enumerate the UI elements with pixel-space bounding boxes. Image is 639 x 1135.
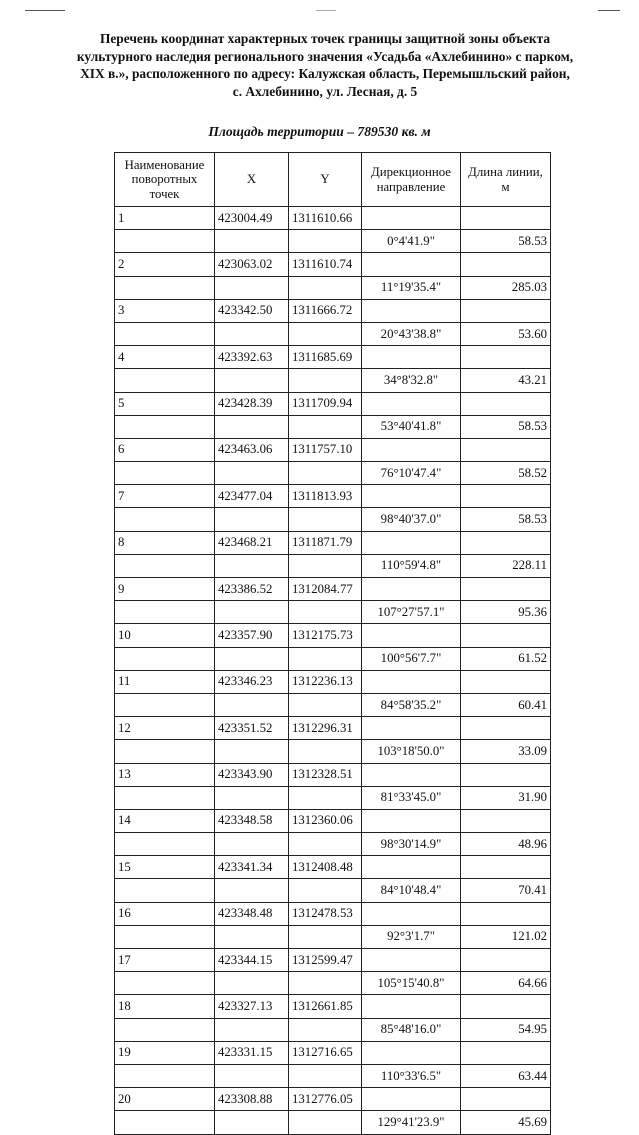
empty-cell: [289, 833, 362, 856]
segment-direction: 110°33'6.5": [362, 1064, 461, 1087]
empty-cell: [362, 670, 461, 693]
point-number: 3: [115, 299, 215, 322]
point-x: 423327.13: [215, 995, 289, 1018]
point-y: 1312360.06: [289, 809, 362, 832]
empty-cell: [362, 438, 461, 461]
empty-cell: [215, 230, 289, 253]
empty-cell: [461, 346, 551, 369]
empty-cell: [115, 508, 215, 531]
segment-direction: 105°15'40.8": [362, 972, 461, 995]
segment-direction: 92°3'1.7": [362, 925, 461, 948]
point-y: 1312084.77: [289, 578, 362, 601]
coordinates-table: [114, 152, 551, 1135]
empty-cell: [289, 462, 362, 485]
point-number: 6: [115, 438, 215, 461]
empty-cell: [461, 438, 551, 461]
empty-cell: [289, 879, 362, 902]
point-row: [115, 438, 551, 461]
empty-cell: [289, 786, 362, 809]
empty-cell: [115, 601, 215, 624]
empty-cell: [461, 392, 551, 415]
empty-cell: [115, 230, 215, 253]
title-line: XIX в.», расположенного по адресу: Калужская область, Перемышльский район,: [80, 66, 570, 81]
point-number: 5: [115, 392, 215, 415]
segment-row: [115, 1064, 551, 1087]
point-number: 15: [115, 856, 215, 879]
empty-cell: [461, 995, 551, 1018]
point-x: 423344.15: [215, 949, 289, 972]
empty-cell: [362, 346, 461, 369]
empty-cell: [215, 554, 289, 577]
point-row: [115, 717, 551, 740]
point-number: 16: [115, 902, 215, 925]
empty-cell: [289, 647, 362, 670]
empty-cell: [362, 253, 461, 276]
segment-row: [115, 693, 551, 716]
segment-row: [115, 369, 551, 392]
point-x: 423331.15: [215, 1041, 289, 1064]
empty-cell: [461, 531, 551, 554]
point-row: [115, 995, 551, 1018]
empty-cell: [461, 299, 551, 322]
empty-cell: [289, 740, 362, 763]
empty-cell: [215, 972, 289, 995]
empty-cell: [115, 1111, 215, 1134]
table-body: [115, 207, 551, 1135]
empty-cell: [289, 1018, 362, 1041]
empty-cell: [362, 624, 461, 647]
empty-cell: [115, 833, 215, 856]
segment-length: 95.36: [461, 601, 551, 624]
empty-cell: [289, 972, 362, 995]
empty-cell: [289, 230, 362, 253]
empty-cell: [461, 763, 551, 786]
segment-direction: 81°33'45.0": [362, 786, 461, 809]
empty-cell: [215, 740, 289, 763]
header-direction: Дирекционное направление: [362, 153, 461, 207]
empty-cell: [362, 392, 461, 415]
segment-length: 63.44: [461, 1064, 551, 1087]
empty-cell: [289, 554, 362, 577]
empty-cell: [215, 369, 289, 392]
point-number: 1: [115, 207, 215, 230]
scan-mark-left: [25, 10, 65, 11]
empty-cell: [115, 1064, 215, 1087]
segment-direction: 76°10'47.4": [362, 462, 461, 485]
segment-length: 33.09: [461, 740, 551, 763]
title-line: Перечень координат характерных точек границы защитной зоны объекта: [99, 31, 551, 46]
empty-cell: [115, 322, 215, 345]
point-x: 423357.90: [215, 624, 289, 647]
point-x: 423308.88: [215, 1088, 289, 1111]
segment-direction: 84°10'48.4": [362, 879, 461, 902]
segment-length: 58.53: [461, 508, 551, 531]
empty-cell: [362, 1041, 461, 1064]
empty-cell: [362, 485, 461, 508]
empty-cell: [362, 1088, 461, 1111]
point-y: 1312776.05: [289, 1088, 362, 1111]
point-number: 8: [115, 531, 215, 554]
scan-mark-center: [316, 10, 336, 11]
point-x: 423063.02: [215, 253, 289, 276]
segment-direction: 11°19'35.4": [362, 276, 461, 299]
segment-length: 70.41: [461, 879, 551, 902]
empty-cell: [215, 786, 289, 809]
empty-cell: [461, 809, 551, 832]
point-y: 1311871.79: [289, 531, 362, 554]
segment-row: [115, 276, 551, 299]
empty-cell: [362, 717, 461, 740]
empty-cell: [362, 299, 461, 322]
segment-length: 58.53: [461, 230, 551, 253]
segment-row: [115, 230, 551, 253]
segment-row: [115, 1018, 551, 1041]
point-y: 1312408.48: [289, 856, 362, 879]
point-row: [115, 392, 551, 415]
empty-cell: [115, 925, 215, 948]
empty-cell: [461, 670, 551, 693]
point-y: 1312175.73: [289, 624, 362, 647]
segment-length: 60.41: [461, 693, 551, 716]
point-x: 423004.49: [215, 207, 289, 230]
point-y: 1311709.94: [289, 392, 362, 415]
point-x: 423477.04: [215, 485, 289, 508]
empty-cell: [461, 624, 551, 647]
segment-row: [115, 833, 551, 856]
point-y: 1312661.85: [289, 995, 362, 1018]
empty-cell: [362, 578, 461, 601]
point-row: [115, 299, 551, 322]
point-x: 423463.06: [215, 438, 289, 461]
segment-row: [115, 786, 551, 809]
empty-cell: [215, 1111, 289, 1134]
header-x: X: [215, 153, 289, 207]
empty-cell: [461, 485, 551, 508]
point-number: 9: [115, 578, 215, 601]
point-x: 423343.90: [215, 763, 289, 786]
point-number: 4: [115, 346, 215, 369]
empty-cell: [115, 693, 215, 716]
table-header-row: [115, 153, 551, 207]
document-title: [20, 30, 630, 100]
segment-row: [115, 415, 551, 438]
segment-direction: 0°4'41.9": [362, 230, 461, 253]
point-y: 1311610.74: [289, 253, 362, 276]
title-line: с. Ахлебинино, ул. Лесная, д. 5: [232, 83, 418, 99]
empty-cell: [215, 1018, 289, 1041]
point-number: 2: [115, 253, 215, 276]
segment-length: 121.02: [461, 925, 551, 948]
segment-length: 53.60: [461, 322, 551, 345]
point-x: 423342.50: [215, 299, 289, 322]
point-y: 1311685.69: [289, 346, 362, 369]
point-y: 1312296.31: [289, 717, 362, 740]
empty-cell: [289, 369, 362, 392]
segment-length: 45.69: [461, 1111, 551, 1134]
segment-direction: 103°18'50.0": [362, 740, 461, 763]
point-row: [115, 531, 551, 554]
scan-mark-right: [598, 10, 620, 11]
empty-cell: [215, 276, 289, 299]
empty-cell: [115, 972, 215, 995]
point-y: 1312236.13: [289, 670, 362, 693]
point-row: [115, 949, 551, 972]
empty-cell: [362, 763, 461, 786]
empty-cell: [215, 415, 289, 438]
segment-length: 58.53: [461, 415, 551, 438]
point-row: [115, 670, 551, 693]
point-number: 14: [115, 809, 215, 832]
point-number: 17: [115, 949, 215, 972]
empty-cell: [461, 949, 551, 972]
point-row: [115, 763, 551, 786]
segment-row: [115, 925, 551, 948]
segment-row: [115, 647, 551, 670]
empty-cell: [215, 462, 289, 485]
empty-cell: [215, 322, 289, 345]
segment-row: [115, 462, 551, 485]
empty-cell: [115, 1018, 215, 1041]
empty-cell: [115, 415, 215, 438]
empty-cell: [215, 601, 289, 624]
point-number: 10: [115, 624, 215, 647]
point-row: [115, 253, 551, 276]
empty-cell: [215, 508, 289, 531]
point-number: 20: [115, 1088, 215, 1111]
empty-cell: [115, 740, 215, 763]
segment-row: [115, 879, 551, 902]
segment-length: 64.66: [461, 972, 551, 995]
title-line: культурного наследия регионального значения «Усадьба «Ахлебинино» с парком,: [76, 48, 574, 64]
point-row: [115, 485, 551, 508]
empty-cell: [115, 276, 215, 299]
empty-cell: [461, 207, 551, 230]
point-row: [115, 578, 551, 601]
empty-cell: [461, 856, 551, 879]
empty-cell: [289, 508, 362, 531]
point-x: 423341.34: [215, 856, 289, 879]
point-row: [115, 207, 551, 230]
empty-cell: [115, 647, 215, 670]
segment-length: 43.21: [461, 369, 551, 392]
segment-length: 31.90: [461, 786, 551, 809]
point-number: 18: [115, 995, 215, 1018]
point-number: 13: [115, 763, 215, 786]
segment-length: 61.52: [461, 647, 551, 670]
empty-cell: [461, 902, 551, 925]
empty-cell: [362, 207, 461, 230]
empty-cell: [115, 554, 215, 577]
point-x: 423428.39: [215, 392, 289, 415]
empty-cell: [289, 322, 362, 345]
point-row: [115, 346, 551, 369]
segment-row: [115, 1111, 551, 1134]
point-row: [115, 856, 551, 879]
empty-cell: [289, 925, 362, 948]
segment-direction: 53°40'41.8": [362, 415, 461, 438]
empty-cell: [362, 856, 461, 879]
header-length: Длина линии, м: [461, 153, 551, 207]
segment-direction: 100°56'7.7": [362, 647, 461, 670]
point-row: [115, 809, 551, 832]
point-y: 1312328.51: [289, 763, 362, 786]
segment-length: 228.11: [461, 554, 551, 577]
segment-row: [115, 972, 551, 995]
empty-cell: [215, 647, 289, 670]
empty-cell: [289, 276, 362, 299]
empty-cell: [215, 833, 289, 856]
empty-cell: [115, 462, 215, 485]
empty-cell: [215, 693, 289, 716]
point-x: 423392.63: [215, 346, 289, 369]
empty-cell: [289, 415, 362, 438]
empty-cell: [215, 1064, 289, 1087]
empty-cell: [115, 786, 215, 809]
header-point-name: Наименование поворотных точек: [115, 153, 215, 207]
empty-cell: [362, 949, 461, 972]
segment-row: [115, 508, 551, 531]
header-y: Y: [289, 153, 362, 207]
point-x: 423348.48: [215, 902, 289, 925]
segment-direction: 84°58'35.2": [362, 693, 461, 716]
point-x: 423348.58: [215, 809, 289, 832]
empty-cell: [461, 1088, 551, 1111]
point-row: [115, 1041, 551, 1064]
empty-cell: [461, 717, 551, 740]
empty-cell: [289, 601, 362, 624]
segment-direction: 20°43'38.8": [362, 322, 461, 345]
point-number: 19: [115, 1041, 215, 1064]
empty-cell: [289, 1064, 362, 1087]
point-row: [115, 902, 551, 925]
point-x: 423351.52: [215, 717, 289, 740]
segment-direction: 85°48'16.0": [362, 1018, 461, 1041]
segment-length: 48.96: [461, 833, 551, 856]
point-row: [115, 1088, 551, 1111]
segment-direction: 98°40'37.0": [362, 508, 461, 531]
empty-cell: [362, 995, 461, 1018]
empty-cell: [215, 925, 289, 948]
point-number: 11: [115, 670, 215, 693]
point-y: 1311666.72: [289, 299, 362, 322]
segment-direction: 107°27'57.1": [362, 601, 461, 624]
point-x: 423468.21: [215, 531, 289, 554]
point-y: 1312599.47: [289, 949, 362, 972]
empty-cell: [461, 253, 551, 276]
point-x: 423346.23: [215, 670, 289, 693]
point-y: 1312716.65: [289, 1041, 362, 1064]
empty-cell: [115, 879, 215, 902]
segment-direction: 34°8'32.8": [362, 369, 461, 392]
segment-length: 285.03: [461, 276, 551, 299]
empty-cell: [362, 902, 461, 925]
point-x: 423386.52: [215, 578, 289, 601]
segment-length: 58.52: [461, 462, 551, 485]
empty-cell: [215, 879, 289, 902]
segment-direction: 110°59'4.8": [362, 554, 461, 577]
point-number: 12: [115, 717, 215, 740]
territory-area: Площадь территории – 789530 кв. м: [208, 124, 431, 139]
segment-direction: 98°30'14.9": [362, 833, 461, 856]
empty-cell: [362, 531, 461, 554]
point-y: 1311813.93: [289, 485, 362, 508]
empty-cell: [115, 369, 215, 392]
segment-row: [115, 740, 551, 763]
segment-direction: 129°41'23.9": [362, 1111, 461, 1134]
empty-cell: [289, 693, 362, 716]
segment-row: [115, 554, 551, 577]
point-number: 7: [115, 485, 215, 508]
segment-row: [115, 322, 551, 345]
segment-length: 54.95: [461, 1018, 551, 1041]
empty-cell: [461, 1041, 551, 1064]
empty-cell: [289, 1111, 362, 1134]
point-y: 1311610.66: [289, 207, 362, 230]
point-y: 1312478.53: [289, 902, 362, 925]
point-y: 1311757.10: [289, 438, 362, 461]
segment-row: [115, 601, 551, 624]
empty-cell: [362, 809, 461, 832]
point-row: [115, 624, 551, 647]
empty-cell: [461, 578, 551, 601]
